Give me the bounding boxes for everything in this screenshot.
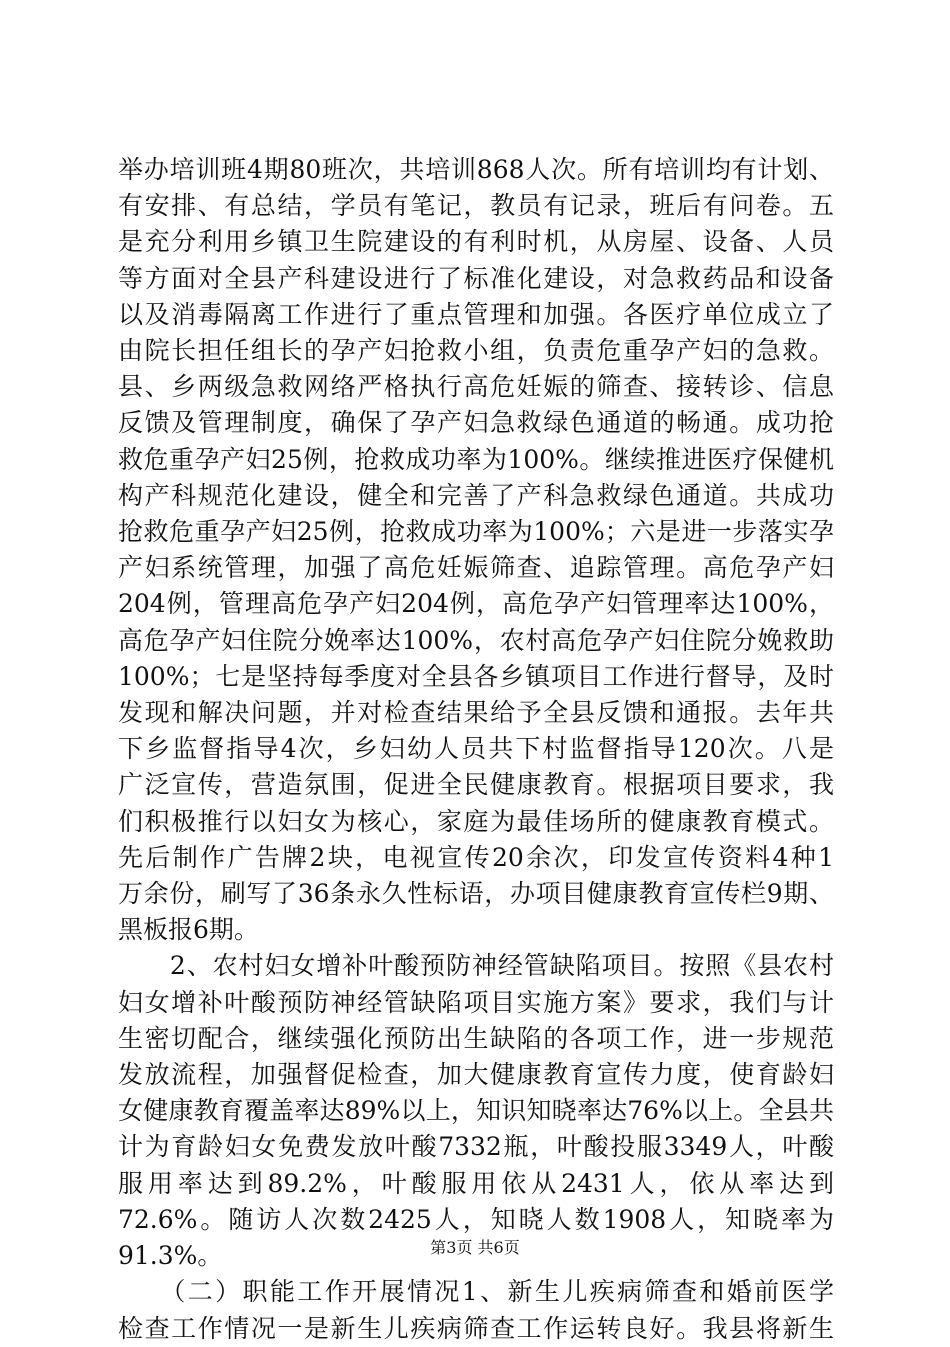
text-line: 广泛宣传，营造氛围，促进全民健康教育。根据项目要求，我 [118,770,834,800]
text-line: 女健康教育覆盖率达89%以上，知识知晓率达76%以上。全县共 [118,1096,834,1126]
text-line: 204例，管理高危孕产妇204例，高危孕产妇管理率达100%， [118,589,834,619]
body-text [118,152,834,1347]
text-line: 救危重孕产妇25例，抢救成功率为100%。继续推进医疗保健机 [118,444,834,474]
text-line: 72.6%。随访人次数2425人，知晓人数1908人，知晓率为 [118,1204,834,1234]
text-line: 是充分利用乡镇卫生院建设的有利时机，从房屋、设备、人员 [118,227,834,257]
text-line: 2、农村妇女增补叶酸预防神经管缺陷项目。按照《县农村 [118,951,834,981]
page-footer: 第3页 共6页 [430,1238,520,1257]
text-line: 高危孕产妇住院分娩率达100%，农村高危孕产妇住院分娩救助 [118,625,834,655]
text-line: 县、乡两级急救网络严格执行高危妊娠的筛查、接转诊、信息 [118,372,834,402]
text-line: 计为育龄妇女免费发放叶酸7332瓶，叶酸投服3349人，叶酸 [118,1132,834,1162]
text-line: （二）职能工作开展情况1、新生儿疾病筛查和婚前医学 [118,1277,834,1307]
text-line: 以及消毒隔离工作进行了重点管理和加强。各医疗单位成立了 [118,299,834,329]
text-line: 100%；七是坚持每季度对全县各乡镇项目工作进行督导，及时 [118,661,834,691]
text-line: 发放流程，加强督促检查，加大健康教育宣传力度，使育龄妇 [118,1060,834,1090]
text-line: 举办培训班4期80班次，共培训868人次。所有培训均有计划、 [118,155,834,184]
text-line: 构产科规范化建设，健全和完善了产科急救绿色通道。共成功 [118,480,834,510]
text-line: 抢救危重孕产妇25例，抢救成功率为100%；六是进一步落实孕 [118,517,834,547]
text-line: 们积极推行以妇女为核心，家庭为最佳场所的健康教育模式。 [118,806,834,836]
text-line: 黑板报6期。 [118,915,259,945]
text-line: 生密切配合，继续强化预防出生缺陷的各项工作，进一步规范 [118,1023,834,1053]
text-line: 下乡监督指导4次，乡妇幼人员共下村监督指导120次。八是 [118,734,834,764]
text-line: 妇女增补叶酸预防神经管缺陷项目实施方案》要求，我们与计 [118,987,834,1017]
text-line: 由院长担任组长的孕产妇抢救小组，负责危重孕产妇的急救。 [118,336,834,366]
text-line: 等方面对全县产科建设进行了标准化建设，对急救药品和设备 [118,263,834,293]
text-line: 91.3%。 [118,1241,223,1271]
text-line: 检查工作情况一是新生儿疾病筛查工作运转良好。我县将新生 [118,1313,834,1343]
text-line: 发现和解决问题，并对检查结果给予全县反馈和通报。去年共 [118,698,834,728]
text-line: 有安排、有总结，学员有笔记，教员有记录，班后有问卷。五 [118,191,834,221]
text-line: 服用率达到89.2%，叶酸服用依从2431人，依从率达到 [118,1168,834,1198]
text-line: 先后制作广告牌2块，电视宣传20余次，印发宣传资料4种1 [118,842,834,872]
text-line: 反馈及管理制度，确保了孕产妇急救绿色通道的畅通。成功抢 [118,408,834,438]
text-line: 万余份，刷写了36条永久性标语，办项目健康教育宣传栏9期、 [118,879,834,909]
text-line: 产妇系统管理，加强了高危妊娠筛查、追踪管理。高危孕产妇 [118,553,834,583]
